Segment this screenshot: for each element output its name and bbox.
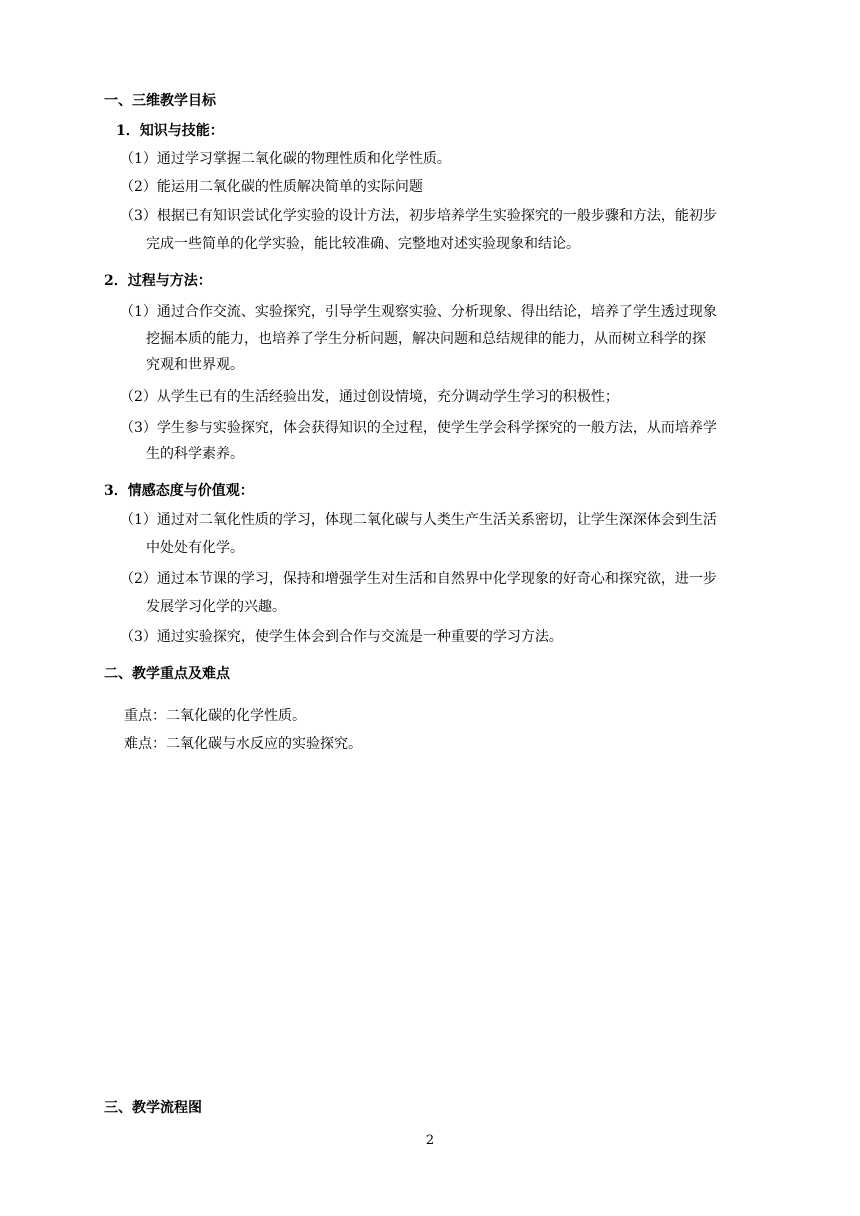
section-1-title: 一、三维教学目标 <box>104 93 216 109</box>
key-point: 重点：二氧化碳的化学性质。 <box>124 708 306 724</box>
subsection-1-title: 1．知识与技能： <box>116 123 224 139</box>
list-item-continuation: 生的科学素养。 <box>146 446 244 462</box>
list-item-continuation: 完成一些简单的化学实验，能比较准确、完整地对述实验现象和结论。 <box>146 236 580 252</box>
list-item-continuation: 中处处有化学。 <box>146 540 244 556</box>
list-item: （3）通过实验探究，使学生体会到合作与交流是一种重要的学习方法。 <box>120 629 563 645</box>
list-item: （2）能运用二氧化碳的性质解决简单的实际问题 <box>120 179 423 195</box>
difficulty-point: 难点：二氧化碳与水反应的实验探究。 <box>124 736 362 752</box>
list-item: （1）通过对二氧化性质的学习，体现二氧化碳与人类生产生活关系密切，让学生深深体会到生活 <box>120 512 717 528</box>
list-item: （2）从学生已有的生活经验出发，通过创设情境，充分调动学生学习的积极性； <box>120 389 619 405</box>
list-item: （3）根据已有知识尝试化学实验的设计方法，初步培养学生实验探究的一般步骤和方法，能初步 <box>120 208 717 224</box>
section-2-title: 二、教学重点及难点 <box>104 666 230 682</box>
list-item: （1）通过学习掌握二氧化碳的物理性质和化学性质。 <box>120 151 451 167</box>
subsection-3-title: 3．情感态度与价值观： <box>104 483 254 499</box>
list-item: （3）学生参与实验探究，体会获得知识的全过程，使学生学会科学探究的一般方法，从而培养学 <box>120 420 717 436</box>
list-item-continuation: 挖掘本质的能力，也培养了学生分析问题，解决问题和总结规律的能力，从而树立科学的探 <box>146 331 706 347</box>
page-number: 2 <box>425 1133 435 1148</box>
subsection-2-title: 2．过程与方法： <box>104 273 212 289</box>
list-item: （1）通过合作交流、实验探究，引导学生观察实验、分析现象、得出结论，培养了学生透过现象 <box>120 304 717 320</box>
section-3-title: 三、教学流程图 <box>104 1100 202 1116</box>
list-item: （2）通过本节课的学习，保持和增强学生对生活和自然界中化学现象的好奇心和探究欲，进一步 <box>120 571 717 587</box>
list-item-continuation: 究观和世界观。 <box>146 357 244 373</box>
list-item-continuation: 发展学习化学的兴趣。 <box>146 599 286 615</box>
